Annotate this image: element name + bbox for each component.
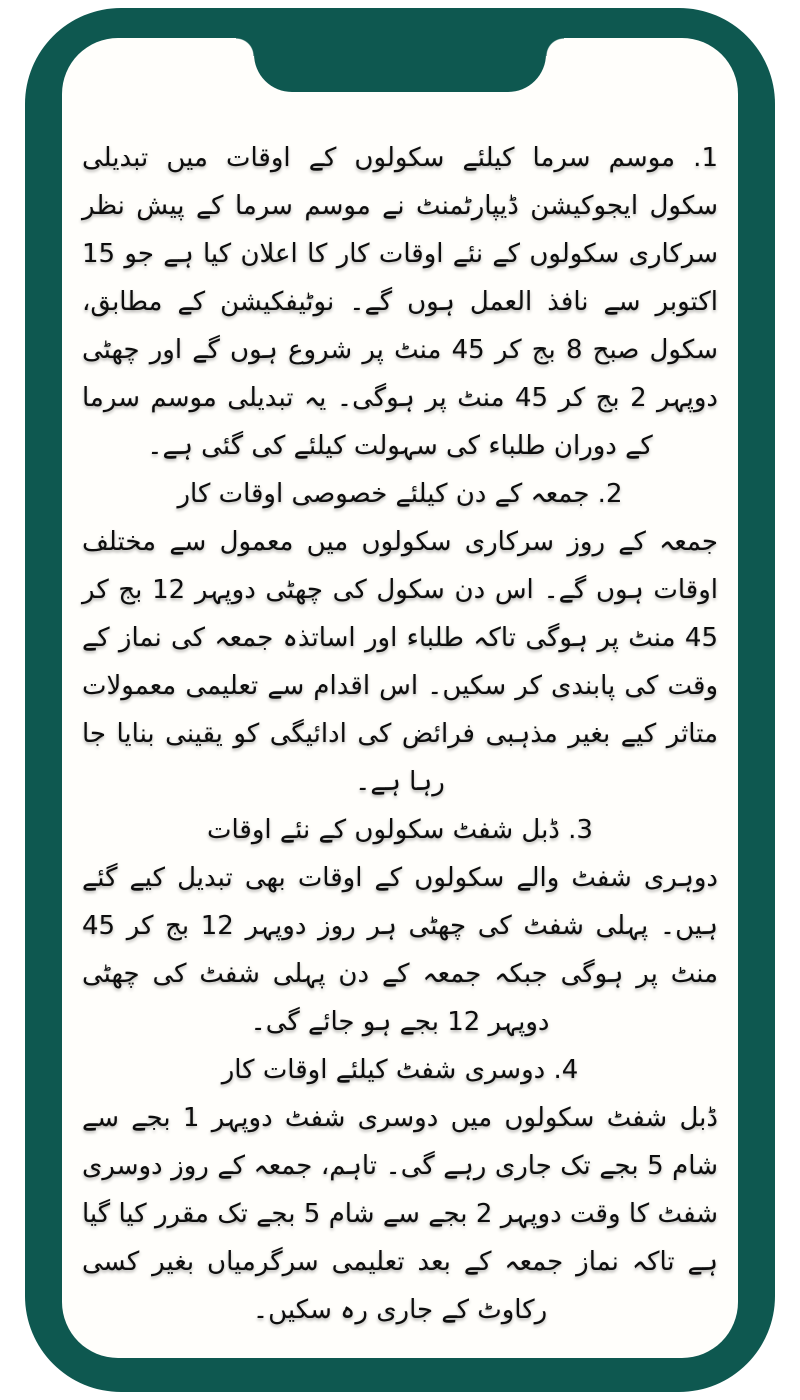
- section-body: سکول ایجوکیشن ڈیپارٹمنٹ نے موسم سرما کے پیش نظر سرکاری سکولوں کے نئے اوقات کار کا اعلان کیا ہے جو 15 اکتوبر سے نافذ العمل ہوں گے۔ نوٹیفکیشن کے مطابق، سکول صبح 8 بج کر 45 منٹ پر شروع ہوں گے اور چھٹی دوپہر 2 بج کر 45 منٹ پر ہوگی۔ یہ تبدیلی موسم سرما کے دوران طلباء کی سہولت کیلئے کی گئی ہے۔: [82, 191, 719, 461]
- section-body: دوہری شفٹ والے سکولوں کے اوقات بھی تبدیل کیے گئے ہیں۔ پہلی شفٹ کی چھٹی ہر روز دوپہر 12 بج کر 45 منٹ پر ہوگی جبکہ جمعہ کے دن پہلی شفٹ کی چھٹی دوپہر 12 بجے ہو جائے گی۔: [82, 863, 718, 1037]
- article-content: [62, 38, 738, 1358]
- section-body: جمعہ کے روز سرکاری سکولوں میں معمول سے مختلف اوقات ہوں گے۔ اس دن سکول کی چھٹی دوپہر 12 بج کر 45 منٹ پر ہوگی تاکہ طلباء اور اساتذہ جمعہ کی نماز کے وقت کی پابندی کر سکیں۔ اس اقدام سے تعلیمی معمولات متاثر کیے بغیر مذہبی فرائض کی ادائیگی کو یقینی بنایا جا رہا ہے۔: [82, 527, 718, 797]
- section-heading: 2. جمعہ کے دن کیلئے خصوصی اوقات کار: [177, 479, 623, 509]
- phone-screen: [62, 38, 738, 1358]
- section-body: ڈبل شفٹ سکولوں میں دوسری شفٹ دوپہر 1 بجے سے شام 5 بجے تک جاری رہے گی۔ تاہم، جمعہ کے روز دوسری شفٹ کا وقت دوپہر 2 بجے سے شام 5 بجے تک مقرر کیا گیا ہے تاکہ نماز جمعہ کے بعد تعلیمی سرگرمیاں بغیر کسی رکاوٹ کے جاری رہ سکیں۔: [82, 1103, 719, 1325]
- section-winter-timings: [82, 134, 718, 470]
- section-heading: 4. دوسری شفٹ کیلئے اوقات کار: [221, 1055, 579, 1085]
- phone-notch-icon: [254, 38, 546, 92]
- phone-frame: [25, 8, 775, 1392]
- section-second-shift-timings: [82, 1046, 718, 1334]
- section-friday-timings: [82, 470, 718, 806]
- section-double-shift-timings: [82, 806, 718, 1046]
- section-heading: 3. ڈبل شفٹ سکولوں کے نئے اوقات: [207, 815, 593, 845]
- section-heading: 1. موسم سرما کیلئے سکولوں کے اوقات میں تبدیلی: [82, 143, 718, 173]
